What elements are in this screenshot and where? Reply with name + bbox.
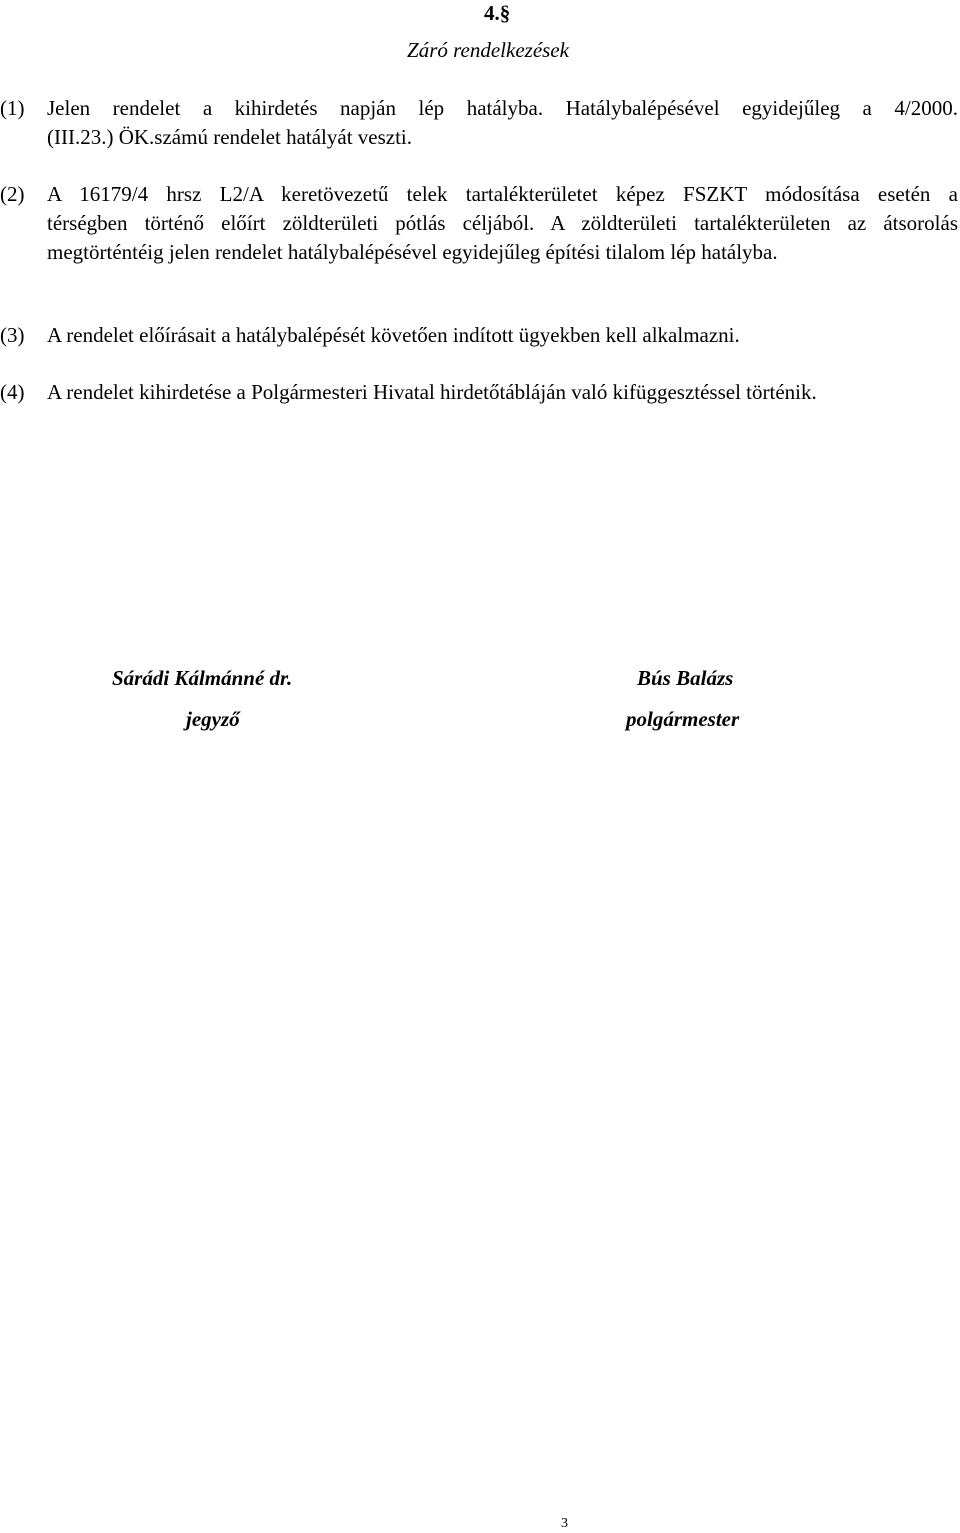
paragraph-4 [0, 378, 958, 407]
section-number: 4.§ [484, 1, 511, 25]
paragraph-3 [0, 321, 958, 350]
paragraph-2-continuation: térségben történő előírt zöldterületi pótlás céljából. A zöldterületi tartalékterületen az átsorolás megtörténtéig jelen rendelet hatálybalépésével egyidejűleg építési tilalom lép hatályba. [47, 211, 958, 264]
signature-left-name: Sárádi Kálmánné dr. [112, 666, 293, 690]
paragraph-2 [0, 180, 958, 267]
paragraph-3-text: A rendelet előírásait a hatálybalépését követően indított ügyekben kell alkalmazni. [47, 323, 740, 347]
paragraph-1-number: (1) [0, 96, 25, 120]
paragraph-1 [0, 94, 958, 152]
paragraph-3-number: (3) [0, 323, 25, 347]
paragraph-2-line1: A 16179/4 hrsz L2/A keretövezetű telek tartalékterületet képez FSZKT módosítása esetén a [47, 182, 958, 206]
paragraph-4-number: (4) [0, 380, 25, 404]
signature-right-role: polgármester [626, 707, 740, 731]
section-title: Záró rendelkezések [407, 38, 569, 62]
paragraph-1-line1: Jelen rendelet a kihirdetés napján lép hatályba. Hatálybalépésével egyidejűleg a 4/2000. [47, 96, 958, 120]
signature-left-role: jegyző [186, 707, 240, 731]
paragraph-1-continuation: (III.23.) ÖK.számú rendelet hatályát veszti. [47, 125, 413, 149]
paragraph-4-text: A rendelet kihirdetése a Polgármesteri Hivatal hirdetőtábláján való kifüggesztéssel történik. [47, 380, 817, 404]
paragraph-1-first-line [0, 94, 958, 123]
signature-right-name: Bús Balázs [637, 666, 734, 690]
paragraph-2-number: (2) [0, 182, 25, 206]
paragraph-2-first-line [0, 180, 958, 209]
page-number: 3 [561, 1516, 568, 1531]
